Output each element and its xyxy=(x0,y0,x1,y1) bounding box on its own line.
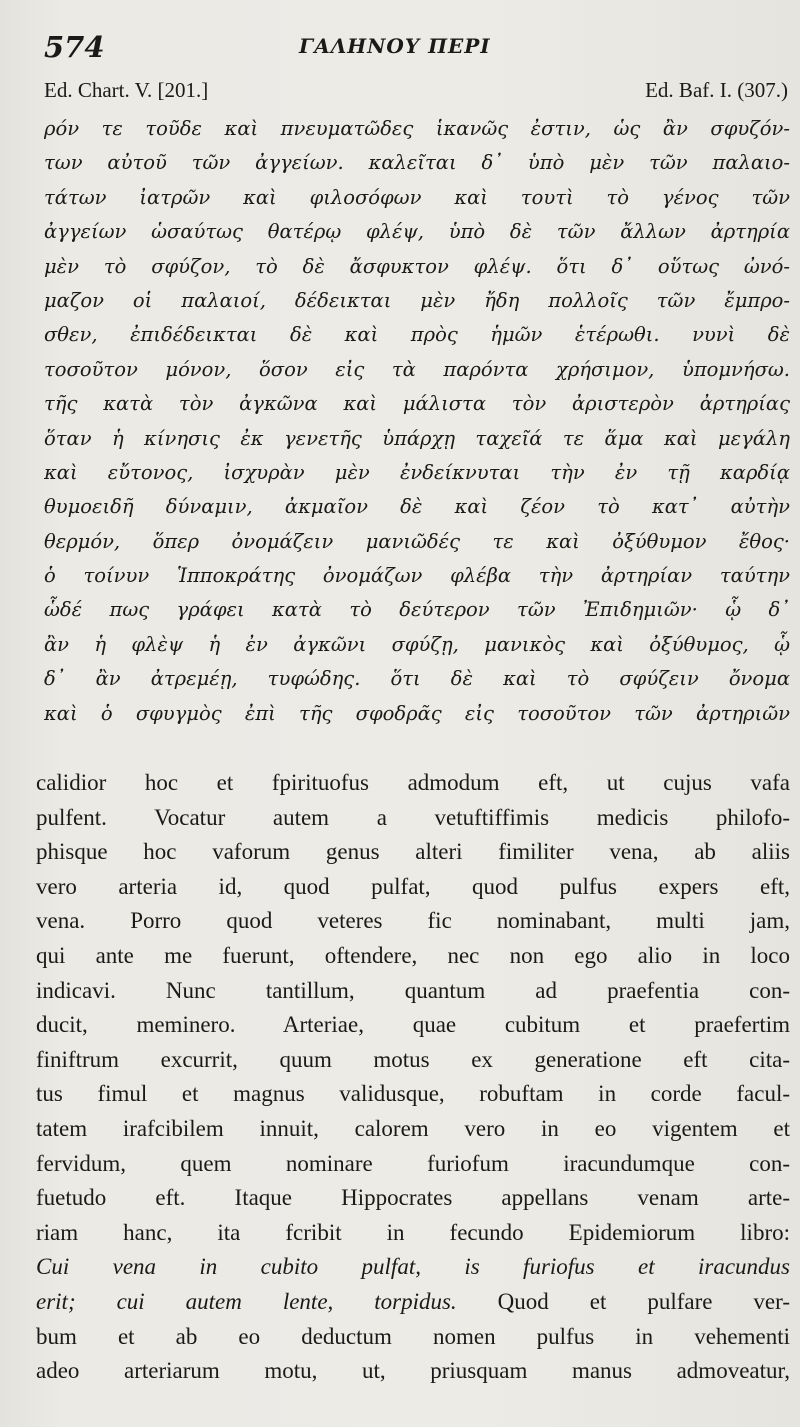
latin-text-segment: phisque hoc vaforum genus alteri fimiliter vena, ab aliis xyxy=(36,839,790,865)
latin-text-segment: tus fimul et magnus validusque, robuftam in corde facul- xyxy=(36,1081,790,1107)
latin-text-segment: riam hanc, ita fcribit in fecundo Epidemiorum libro: xyxy=(36,1219,790,1245)
latin-text-segment: calidior hoc et fpirituofus admodum eft, ut cujus vafa xyxy=(36,770,790,795)
latin-text-line xyxy=(36,1043,790,1078)
latin-text-line xyxy=(36,1147,790,1182)
latin-text-line xyxy=(36,1181,790,1216)
latin-italic-quote: erit; cui autem lente, torpidus. xyxy=(36,1288,457,1314)
latin-text-segment: bum et ab eo deductum nomen pulfus in vehementi xyxy=(36,1323,790,1349)
greek-text-line: καὶ ὁ σφυγμὸς ἐπὶ τῆς σφοδρᾶς εἰς τοσοῦτον τῶν ἀρτηριῶν xyxy=(44,701,790,725)
greek-text-line: τάτων ἰατρῶν καὶ φιλοσόφων καὶ τουτὶ τὸ γένος τῶν xyxy=(44,185,790,209)
latin-text-segment: tatem irafcibilem innuit, calorem vero in eo vigentem et xyxy=(36,1115,790,1141)
greek-text-line: ὁ τοίνυν Ἱπποκράτης ὀνομάζων φλέβα τὴν ἀρτηρίαν ταύτην xyxy=(44,564,790,588)
latin-italic-quote: Cui vena in cubito pulfat, is furiofus et iracundus xyxy=(36,1254,790,1280)
latin-text-line xyxy=(36,801,790,836)
latin-text-line xyxy=(36,870,790,905)
latin-text-line xyxy=(36,974,790,1009)
latin-text-segment: finiftrum excurrit, quum motus ex generatione eft cita- xyxy=(36,1046,790,1072)
latin-text-segment: indicavi. Nunc tantillum, quantum ad praefentia con- xyxy=(36,977,790,1003)
edition-reference xyxy=(44,78,788,106)
greek-text-line: τοσοῦτον μόνον, ὅσον εἰς τὰ παρόντα χρήσιμον, ὑπομνήσω. xyxy=(44,357,790,381)
greek-text-line: σθεν, ἐπιδέδεικται δὲ καὶ πρὸς ἡμῶν ἑτέρωθι. νυνὶ δὲ xyxy=(44,323,790,347)
greek-text-line: καὶ εὔτονος, ἰσχυρὰν μὲν ἐνδείκνυται τὴν ἐν τῇ καρδίᾳ xyxy=(44,460,790,484)
latin-text-line xyxy=(36,1250,790,1285)
greek-text-line: ἂν ἡ φλὲψ ἡ ἐν ἀγκῶνι σφύζῃ, μανικὸς καὶ ὀξύθυμος, ᾧ xyxy=(44,632,790,656)
latin-text-segment: adeo arteriarum motu, ut, priusquam manus admoveatur, xyxy=(36,1358,790,1384)
greek-text-line: δ᾽ ἂν ἀτρεμέῃ, τυφώδης. ὅτι δὲ καὶ τὸ σφύζειν ὄνομα xyxy=(44,667,790,691)
edition-reference-basel: Ed. Baf. I. (307.) xyxy=(645,78,788,102)
edition-reference-chartier: Ed. Chart. V. [201.] xyxy=(44,78,209,102)
latin-text-segment: ducit, meminero. Arteriae, quae cubitum et praefertim xyxy=(36,1012,790,1038)
latin-text-segment: fervidum, quem nominare furiofum iracundumque con- xyxy=(36,1150,790,1176)
running-title: ΓΑΛΗΝΟΥ ΠΕΡΙ xyxy=(299,34,491,58)
greek-text-line: μαζον οἱ παλαιοί, δέδεικται μὲν ἤδη πολλοῖς τῶν ἔμπρο- xyxy=(44,288,790,312)
latin-text-line xyxy=(36,1354,790,1389)
greek-text-block xyxy=(44,112,790,731)
latin-text-line xyxy=(36,766,790,801)
latin-text-segment: fuetudo eft. Itaque Hippocrates appellans venam arte- xyxy=(36,1185,790,1211)
latin-text-line xyxy=(36,1112,790,1147)
greek-text-line: ὧδέ πως γράφει κατὰ τὸ δεύτερον τῶν Ἐπιδημιῶν· ᾧ δ᾽ xyxy=(44,598,790,622)
latin-text-segment: vena. Porro quod veteres fic nominabant, multi jam, xyxy=(36,908,790,934)
greek-text-line: ὅταν ἡ κίνησις ἐκ γενετῆς ὑπάρχῃ ταχεῖά τε ἅμα καὶ μεγάλη xyxy=(44,426,790,450)
greek-text-line: τῆς κατὰ τὸν ἀγκῶνα καὶ μάλιστα τὸν ἀριστερὸν ἀρτηρίας xyxy=(44,392,790,416)
latin-text-segment: vero arteria id, quod pulfat, quod pulfus expers eft, xyxy=(36,873,790,899)
latin-text-segment: pulfent. Vocatur autem a vetuftiffimis medicis philofo- xyxy=(36,804,790,830)
greek-text-line: των αὐτοῦ τῶν ἀγγείων. καλεῖται δ᾽ ὑπὸ μὲν τῶν παλαιο- xyxy=(44,151,790,175)
greek-text-line: ρόν τε τοῦδε καὶ πνευματῶδες ἱκανῶς ἐστιν, ὡς ἂν σφυζόν- xyxy=(44,117,790,140)
latin-text-line xyxy=(36,835,790,870)
latin-text-block xyxy=(36,766,790,1389)
greek-text-line: ἀγγείων ὡσαύτως θατέρῳ φλέψ, ὑπὸ δὲ τῶν ἄλλων ἀρτηρία xyxy=(44,220,790,244)
greek-text-line: μὲν τὸ σφύζον, τὸ δὲ ἄσφυκτον φλέψ. ὅτι δ᾽ οὕτως ὠνό- xyxy=(44,254,790,278)
greek-text-line: θερμόν, ὅπερ ὀνομάζειν μανιῶδές τε καὶ ὀξύθυμον ἔθος· xyxy=(44,529,790,553)
greek-text-line: θυμοειδῆ δύναμιν, ἀκμαῖον δὲ καὶ ζέον τὸ κατ᾽ αὐτὴν xyxy=(44,495,790,519)
latin-text-line xyxy=(36,1216,790,1251)
latin-text-segment: qui ante me fuerunt, oftendere, nec non ego alio in loco xyxy=(36,942,790,968)
latin-text-line xyxy=(36,1008,790,1043)
latin-text-line xyxy=(36,1285,790,1320)
latin-text-line xyxy=(36,904,790,939)
latin-text-line xyxy=(36,939,790,974)
latin-text-line xyxy=(36,1077,790,1112)
page-number: 574 xyxy=(44,30,105,64)
latin-text-segment: Quod et pulfare ver- xyxy=(456,1288,790,1314)
latin-text-line xyxy=(36,1320,790,1355)
page-header xyxy=(44,30,784,70)
